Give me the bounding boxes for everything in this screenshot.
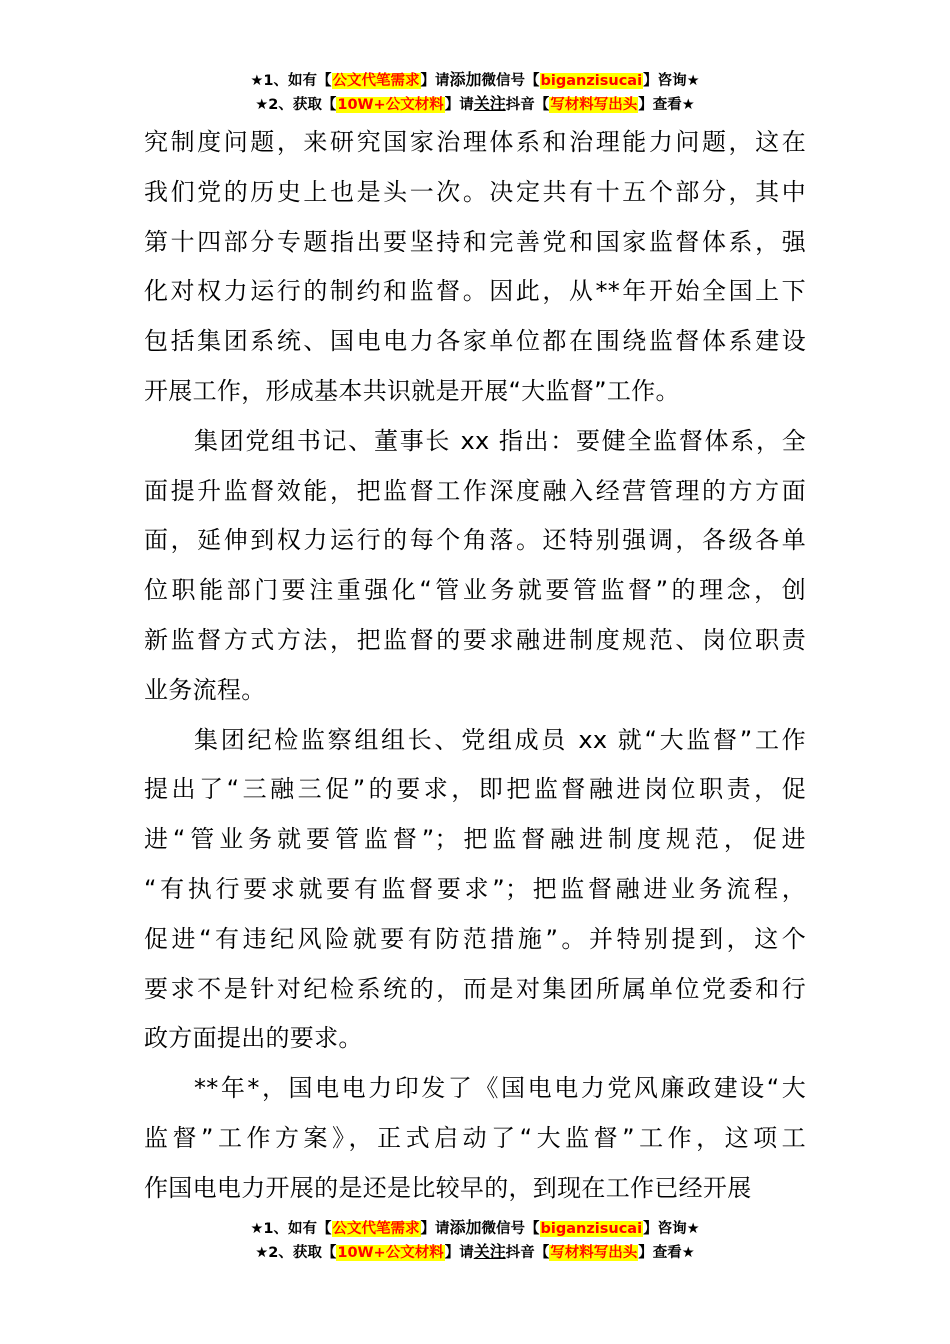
paragraph-line: 政方面提出的要求。 (144, 1024, 363, 1053)
paragraph (144, 118, 806, 417)
banner-emphasis: 关注 (473, 1242, 506, 1261)
banner-text: ★2、获取【 (255, 97, 337, 113)
header-banner (0, 68, 950, 116)
paragraph-line: 监督”工作方案》，正式启动了“大监督”工作，这项工 (144, 1123, 806, 1152)
paragraph-line: 包括集团系统、国电电力各家单位都在围绕监督体系建设 (144, 327, 806, 356)
banner-text: 】查看★ (638, 1245, 695, 1261)
paragraph-line: 新监督方式方法，把监督的要求融进制度规范、岗位职责 (144, 625, 806, 654)
banner-text: 】咨询★ (643, 73, 700, 89)
banner-text: ★1、如有【 (250, 73, 332, 89)
banner-highlight: biganzisucai (540, 1221, 643, 1237)
banner-text: 】查看★ (638, 97, 695, 113)
banner-emphasis: 添加 (449, 70, 482, 89)
banner-highlight: 写材料写出头 (550, 97, 638, 113)
banner-text: 抖音【 (505, 97, 550, 113)
banner-line-2 (0, 1240, 950, 1264)
banner-highlight: 10W+公文材料 (337, 97, 444, 113)
paragraph-line: 集团纪检监察组组长、党组成员 xx 就“大监督”工作 (194, 725, 806, 754)
paragraph-line: 业务流程。 (144, 675, 266, 704)
banner-highlight: 公文代笔需求 (332, 73, 420, 89)
banner-text: 】请 (420, 73, 450, 89)
banner-highlight: 公文代笔需求 (332, 1221, 420, 1237)
banner-line-1 (0, 1216, 950, 1240)
paragraph-line: 提出了“三融三促”的要求，即把监督融进岗位职责，促 (144, 775, 806, 804)
paragraph-line: 我们党的历史上也是头一次。决定共有十五个部分，其中 (144, 177, 806, 206)
banner-highlight: 写材料写出头 (550, 1245, 638, 1261)
banner-text: 抖音【 (505, 1245, 550, 1261)
banner-highlight: 10W+公文材料 (337, 1245, 444, 1261)
banner-emphasis: 添加 (449, 1218, 482, 1237)
banner-text: 】请 (420, 1221, 450, 1237)
document-body (144, 118, 806, 1214)
paragraph-line: 进“管业务就要管监督”；把监督融进制度规范，促进 (144, 825, 806, 854)
banner-emphasis: 关注 (473, 94, 506, 113)
banner-highlight: biganzisucai (540, 73, 643, 89)
paragraph-line: 作国电电力开展的是还是比较早的，到现在工作已经开展 (144, 1173, 752, 1202)
banner-line-2 (0, 92, 950, 116)
paragraph-line: 究制度问题，来研究国家治理体系和治理能力问题，这在 (144, 128, 806, 156)
banner-text: ★2、获取【 (255, 1245, 337, 1261)
paragraph-line: 面，延伸到权力运行的每个角落。还特别强调，各级各单 (144, 526, 806, 555)
banner-text: 】请 (444, 97, 474, 113)
paragraph-line: 要求不是针对纪检系统的，而是对集团所属单位党委和行 (144, 974, 806, 1003)
banner-text: 】请 (444, 1245, 474, 1261)
paragraph-line: 化对权力运行的制约和监督。因此，从**年开始全国上下 (144, 277, 806, 306)
banner-text: 微信号【 (481, 73, 540, 89)
paragraph-line: 促进“有违纪风险就要有防范措施”。并特别提到，这个 (144, 924, 806, 953)
banner-text: 微信号【 (481, 1221, 540, 1237)
paragraph-line: 位职能部门要注重强化“管业务就要管监督”的理念，创 (144, 576, 806, 605)
paragraph (144, 417, 806, 716)
banner-text: 】咨询★ (643, 1221, 700, 1237)
paragraph (144, 1064, 806, 1213)
paragraph-line: **年*，国电电力印发了《国电电力党风廉政建设“大 (194, 1074, 806, 1103)
paragraph-line: 集团党组书记、董事长 xx 指出：要健全监督体系，全 (194, 426, 806, 455)
footer-banner (0, 1216, 950, 1264)
banner-line-1 (0, 68, 950, 92)
banner-text: ★1、如有【 (250, 1221, 332, 1237)
paragraph-line: 面提升监督效能，把监督工作深度融入经营管理的方方面 (144, 476, 806, 505)
paragraph-line: “有执行要求就要有监督要求”；把监督融进业务流程， (144, 874, 806, 903)
paragraph-line: 开展工作，形成基本共识就是开展“大监督”工作。 (144, 376, 680, 405)
paragraph (144, 716, 806, 1065)
paragraph-line: 第十四部分专题指出要坚持和完善党和国家监督体系，强 (144, 227, 806, 256)
